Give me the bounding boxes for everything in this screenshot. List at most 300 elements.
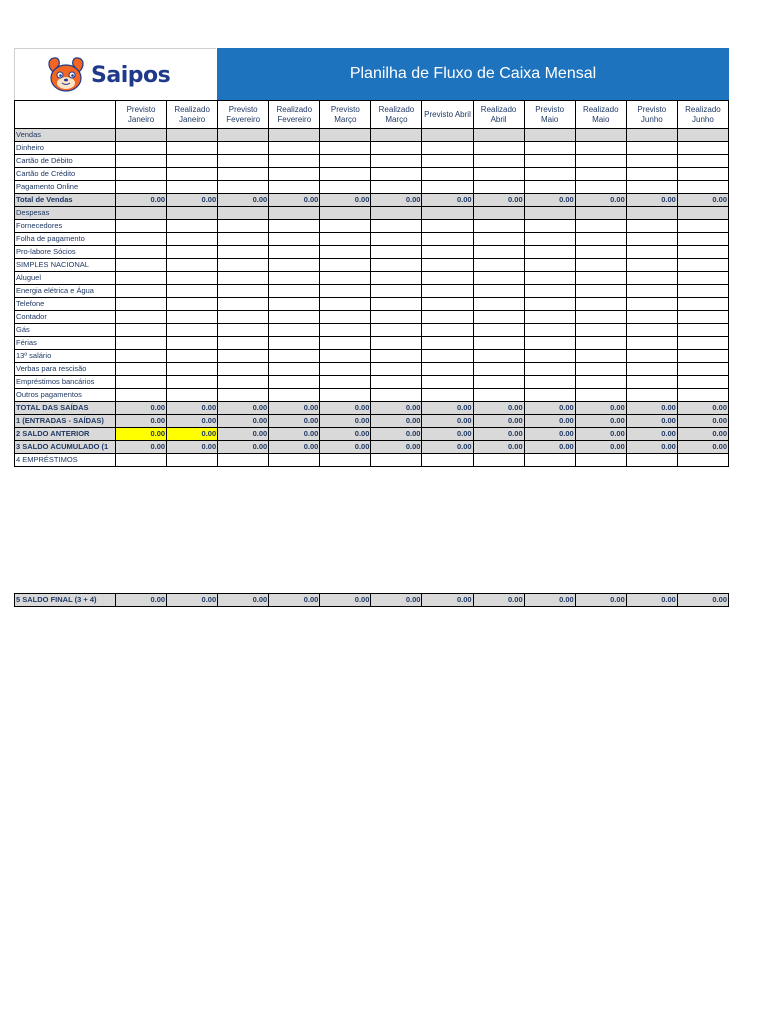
empty-cell[interactable] [524,298,575,311]
empty-cell[interactable] [575,350,626,363]
empty-cell[interactable] [320,168,371,181]
empty-cell[interactable] [422,285,473,298]
empty-cell[interactable] [371,285,422,298]
value-cell[interactable]: 0.00 [626,402,677,415]
value-cell[interactable]: 0.00 [473,194,524,207]
empty-cell[interactable] [116,155,167,168]
empty-cell[interactable] [167,142,218,155]
empty-cell[interactable] [677,142,728,155]
empty-cell[interactable] [320,207,371,220]
value-cell[interactable]: 0.00 [422,441,473,454]
empty-cell[interactable] [422,376,473,389]
empty-cell[interactable] [524,129,575,142]
value-cell[interactable]: 0.00 [677,441,728,454]
empty-cell[interactable] [626,454,677,467]
empty-cell[interactable] [524,246,575,259]
empty-cell[interactable] [524,155,575,168]
empty-cell[interactable] [320,272,371,285]
empty-cell[interactable] [626,337,677,350]
empty-cell[interactable] [269,311,320,324]
empty-cell[interactable] [575,259,626,272]
empty-cell[interactable] [218,246,269,259]
value-cell[interactable]: 0.00 [524,594,575,607]
empty-cell[interactable] [575,363,626,376]
empty-cell[interactable] [320,142,371,155]
empty-cell[interactable] [269,142,320,155]
empty-cell[interactable] [473,324,524,337]
empty-cell[interactable] [473,129,524,142]
value-cell[interactable]: 0.00 [422,402,473,415]
empty-cell[interactable] [677,259,728,272]
value-cell[interactable]: 0.00 [371,594,422,607]
value-cell[interactable]: 0.00 [218,194,269,207]
empty-cell[interactable] [371,129,422,142]
empty-cell[interactable] [371,155,422,168]
empty-cell[interactable] [116,350,167,363]
empty-cell[interactable] [473,142,524,155]
value-cell[interactable]: 0.00 [371,402,422,415]
empty-cell[interactable] [677,181,728,194]
empty-cell[interactable] [269,389,320,402]
empty-cell[interactable] [320,233,371,246]
value-cell[interactable]: 0.00 [218,594,269,607]
empty-cell[interactable] [269,337,320,350]
value-cell[interactable]: 0.00 [167,441,218,454]
empty-cell[interactable] [269,246,320,259]
empty-cell[interactable] [473,363,524,376]
empty-cell[interactable] [371,207,422,220]
empty-cell[interactable] [167,389,218,402]
empty-cell[interactable] [677,389,728,402]
empty-cell[interactable] [269,272,320,285]
empty-cell[interactable] [422,363,473,376]
empty-cell[interactable] [626,350,677,363]
empty-cell[interactable] [524,311,575,324]
empty-cell[interactable] [371,168,422,181]
empty-cell[interactable] [167,181,218,194]
value-cell[interactable]: 0.00 [524,402,575,415]
value-cell[interactable]: 0.00 [320,415,371,428]
value-cell[interactable]: 0.00 [269,194,320,207]
value-cell[interactable]: 0.00 [116,428,167,441]
empty-cell[interactable] [116,246,167,259]
empty-cell[interactable] [422,272,473,285]
empty-cell[interactable] [524,363,575,376]
value-cell[interactable]: 0.00 [524,441,575,454]
empty-cell[interactable] [218,181,269,194]
empty-cell[interactable] [167,298,218,311]
value-cell[interactable]: 0.00 [320,402,371,415]
empty-cell[interactable] [575,337,626,350]
empty-cell[interactable] [422,337,473,350]
empty-cell[interactable] [167,129,218,142]
empty-cell[interactable] [320,454,371,467]
empty-cell[interactable] [473,155,524,168]
empty-cell[interactable] [269,350,320,363]
empty-cell[interactable] [320,259,371,272]
empty-cell[interactable] [116,454,167,467]
empty-cell[interactable] [218,233,269,246]
value-cell[interactable]: 0.00 [473,402,524,415]
empty-cell[interactable] [116,324,167,337]
value-cell[interactable]: 0.00 [167,428,218,441]
empty-cell[interactable] [167,363,218,376]
value-cell[interactable]: 0.00 [269,428,320,441]
value-cell[interactable]: 0.00 [167,415,218,428]
empty-cell[interactable] [167,155,218,168]
empty-cell[interactable] [473,337,524,350]
empty-cell[interactable] [116,285,167,298]
empty-cell[interactable] [269,376,320,389]
empty-cell[interactable] [269,285,320,298]
empty-cell[interactable] [167,285,218,298]
empty-cell[interactable] [422,324,473,337]
empty-cell[interactable] [524,272,575,285]
empty-cell[interactable] [473,454,524,467]
value-cell[interactable]: 0.00 [269,415,320,428]
empty-cell[interactable] [167,350,218,363]
value-cell[interactable]: 0.00 [422,594,473,607]
empty-cell[interactable] [167,324,218,337]
value-cell[interactable]: 0.00 [575,415,626,428]
value-cell[interactable]: 0.00 [371,441,422,454]
empty-cell[interactable] [218,207,269,220]
empty-cell[interactable] [116,207,167,220]
empty-cell[interactable] [218,129,269,142]
value-cell[interactable]: 0.00 [677,415,728,428]
empty-cell[interactable] [524,454,575,467]
empty-cell[interactable] [167,376,218,389]
empty-cell[interactable] [116,181,167,194]
empty-cell[interactable] [116,168,167,181]
value-cell[interactable]: 0.00 [524,415,575,428]
empty-cell[interactable] [677,363,728,376]
value-cell[interactable]: 0.00 [218,428,269,441]
empty-cell[interactable] [218,155,269,168]
empty-cell[interactable] [575,142,626,155]
empty-cell[interactable] [677,220,728,233]
empty-cell[interactable] [371,259,422,272]
empty-cell[interactable] [371,246,422,259]
empty-cell[interactable] [269,298,320,311]
empty-cell[interactable] [677,272,728,285]
empty-cell[interactable] [626,389,677,402]
empty-cell[interactable] [116,220,167,233]
value-cell[interactable]: 0.00 [371,415,422,428]
empty-cell[interactable] [371,350,422,363]
empty-cell[interactable] [677,350,728,363]
empty-cell[interactable] [167,337,218,350]
empty-cell[interactable] [677,324,728,337]
empty-cell[interactable] [677,376,728,389]
value-cell[interactable]: 0.00 [677,594,728,607]
value-cell[interactable]: 0.00 [473,441,524,454]
empty-cell[interactable] [422,246,473,259]
empty-cell[interactable] [677,454,728,467]
empty-cell[interactable] [626,181,677,194]
value-cell[interactable]: 0.00 [167,594,218,607]
empty-cell[interactable] [116,272,167,285]
empty-cell[interactable] [422,142,473,155]
empty-cell[interactable] [269,324,320,337]
empty-cell[interactable] [626,246,677,259]
empty-cell[interactable] [575,311,626,324]
empty-cell[interactable] [575,272,626,285]
empty-cell[interactable] [473,168,524,181]
empty-cell[interactable] [167,168,218,181]
empty-cell[interactable] [116,337,167,350]
empty-cell[interactable] [116,259,167,272]
value-cell[interactable]: 0.00 [320,594,371,607]
empty-cell[interactable] [626,155,677,168]
empty-cell[interactable] [218,337,269,350]
empty-cell[interactable] [371,389,422,402]
value-cell[interactable]: 0.00 [422,194,473,207]
value-cell[interactable]: 0.00 [320,441,371,454]
empty-cell[interactable] [320,155,371,168]
empty-cell[interactable] [473,389,524,402]
value-cell[interactable]: 0.00 [320,194,371,207]
empty-cell[interactable] [269,155,320,168]
empty-cell[interactable] [218,142,269,155]
empty-cell[interactable] [524,168,575,181]
empty-cell[interactable] [575,324,626,337]
empty-cell[interactable] [218,220,269,233]
empty-cell[interactable] [422,129,473,142]
empty-cell[interactable] [575,376,626,389]
empty-cell[interactable] [626,259,677,272]
empty-cell[interactable] [575,389,626,402]
empty-cell[interactable] [371,337,422,350]
empty-cell[interactable] [320,337,371,350]
empty-cell[interactable] [626,168,677,181]
empty-cell[interactable] [473,246,524,259]
empty-cell[interactable] [524,259,575,272]
empty-cell[interactable] [626,129,677,142]
value-cell[interactable]: 0.00 [524,194,575,207]
empty-cell[interactable] [218,350,269,363]
empty-cell[interactable] [575,246,626,259]
empty-cell[interactable] [167,259,218,272]
empty-cell[interactable] [473,207,524,220]
empty-cell[interactable] [677,207,728,220]
empty-cell[interactable] [167,246,218,259]
empty-cell[interactable] [626,207,677,220]
value-cell[interactable]: 0.00 [116,441,167,454]
value-cell[interactable]: 0.00 [626,594,677,607]
empty-cell[interactable] [320,350,371,363]
value-cell[interactable]: 0.00 [626,415,677,428]
empty-cell[interactable] [269,233,320,246]
empty-cell[interactable] [320,181,371,194]
value-cell[interactable]: 0.00 [524,428,575,441]
value-cell[interactable]: 0.00 [473,428,524,441]
value-cell[interactable]: 0.00 [320,428,371,441]
empty-cell[interactable] [626,324,677,337]
value-cell[interactable]: 0.00 [473,594,524,607]
empty-cell[interactable] [524,207,575,220]
empty-cell[interactable] [116,233,167,246]
empty-cell[interactable] [371,272,422,285]
empty-cell[interactable] [269,181,320,194]
empty-cell[interactable] [524,337,575,350]
empty-cell[interactable] [524,376,575,389]
empty-cell[interactable] [575,168,626,181]
value-cell[interactable]: 0.00 [677,194,728,207]
empty-cell[interactable] [575,454,626,467]
empty-cell[interactable] [422,233,473,246]
empty-cell[interactable] [116,311,167,324]
empty-cell[interactable] [626,363,677,376]
empty-cell[interactable] [626,376,677,389]
empty-cell[interactable] [167,233,218,246]
empty-cell[interactable] [116,298,167,311]
value-cell[interactable]: 0.00 [575,428,626,441]
empty-cell[interactable] [422,298,473,311]
empty-cell[interactable] [575,233,626,246]
empty-cell[interactable] [269,129,320,142]
empty-cell[interactable] [524,233,575,246]
empty-cell[interactable] [320,376,371,389]
empty-cell[interactable] [371,376,422,389]
value-cell[interactable]: 0.00 [422,415,473,428]
empty-cell[interactable] [218,324,269,337]
empty-cell[interactable] [473,285,524,298]
empty-cell[interactable] [473,259,524,272]
value-cell[interactable]: 0.00 [218,441,269,454]
empty-cell[interactable] [677,233,728,246]
empty-cell[interactable] [524,389,575,402]
value-cell[interactable]: 0.00 [575,402,626,415]
value-cell[interactable]: 0.00 [371,428,422,441]
empty-cell[interactable] [218,259,269,272]
empty-cell[interactable] [473,233,524,246]
empty-cell[interactable] [320,220,371,233]
empty-cell[interactable] [422,311,473,324]
value-cell[interactable]: 0.00 [626,441,677,454]
value-cell[interactable]: 0.00 [167,194,218,207]
empty-cell[interactable] [575,129,626,142]
empty-cell[interactable] [218,298,269,311]
empty-cell[interactable] [677,129,728,142]
empty-cell[interactable] [218,376,269,389]
value-cell[interactable]: 0.00 [116,415,167,428]
empty-cell[interactable] [575,220,626,233]
empty-cell[interactable] [371,363,422,376]
empty-cell[interactable] [473,350,524,363]
empty-cell[interactable] [677,337,728,350]
empty-cell[interactable] [473,376,524,389]
value-cell[interactable]: 0.00 [269,402,320,415]
empty-cell[interactable] [422,155,473,168]
empty-cell[interactable] [626,285,677,298]
value-cell[interactable]: 0.00 [626,194,677,207]
empty-cell[interactable] [677,155,728,168]
empty-cell[interactable] [473,272,524,285]
empty-cell[interactable] [575,285,626,298]
empty-cell[interactable] [626,142,677,155]
value-cell[interactable]: 0.00 [218,415,269,428]
empty-cell[interactable] [473,181,524,194]
empty-cell[interactable] [320,298,371,311]
empty-cell[interactable] [167,311,218,324]
empty-cell[interactable] [218,272,269,285]
empty-cell[interactable] [524,220,575,233]
empty-cell[interactable] [626,298,677,311]
empty-cell[interactable] [320,311,371,324]
empty-cell[interactable] [116,129,167,142]
value-cell[interactable]: 0.00 [575,441,626,454]
value-cell[interactable]: 0.00 [218,402,269,415]
empty-cell[interactable] [524,142,575,155]
empty-cell[interactable] [371,324,422,337]
empty-cell[interactable] [626,272,677,285]
empty-cell[interactable] [320,324,371,337]
empty-cell[interactable] [473,311,524,324]
empty-cell[interactable] [269,259,320,272]
value-cell[interactable]: 0.00 [575,194,626,207]
empty-cell[interactable] [167,454,218,467]
empty-cell[interactable] [371,220,422,233]
empty-cell[interactable] [677,285,728,298]
empty-cell[interactable] [524,350,575,363]
empty-cell[interactable] [218,389,269,402]
empty-cell[interactable] [524,181,575,194]
empty-cell[interactable] [677,311,728,324]
empty-cell[interactable] [269,207,320,220]
empty-cell[interactable] [422,181,473,194]
empty-cell[interactable] [677,168,728,181]
empty-cell[interactable] [626,311,677,324]
empty-cell[interactable] [269,220,320,233]
value-cell[interactable]: 0.00 [116,402,167,415]
value-cell[interactable]: 0.00 [269,441,320,454]
empty-cell[interactable] [422,389,473,402]
empty-cell[interactable] [116,376,167,389]
empty-cell[interactable] [575,155,626,168]
empty-cell[interactable] [575,181,626,194]
empty-cell[interactable] [626,220,677,233]
empty-cell[interactable] [677,246,728,259]
empty-cell[interactable] [116,363,167,376]
empty-cell[interactable] [218,311,269,324]
empty-cell[interactable] [422,259,473,272]
empty-cell[interactable] [371,311,422,324]
empty-cell[interactable] [218,285,269,298]
empty-cell[interactable] [218,363,269,376]
empty-cell[interactable] [575,298,626,311]
empty-cell[interactable] [167,272,218,285]
empty-cell[interactable] [167,220,218,233]
empty-cell[interactable] [320,363,371,376]
empty-cell[interactable] [269,363,320,376]
value-cell[interactable]: 0.00 [626,428,677,441]
empty-cell[interactable] [320,389,371,402]
value-cell[interactable]: 0.00 [167,402,218,415]
value-cell[interactable]: 0.00 [473,415,524,428]
empty-cell[interactable] [422,454,473,467]
empty-cell[interactable] [116,389,167,402]
empty-cell[interactable] [167,207,218,220]
empty-cell[interactable] [524,285,575,298]
value-cell[interactable]: 0.00 [677,402,728,415]
value-cell[interactable]: 0.00 [116,194,167,207]
empty-cell[interactable] [320,246,371,259]
empty-cell[interactable] [524,324,575,337]
empty-cell[interactable] [320,129,371,142]
empty-cell[interactable] [269,168,320,181]
empty-cell[interactable] [677,298,728,311]
